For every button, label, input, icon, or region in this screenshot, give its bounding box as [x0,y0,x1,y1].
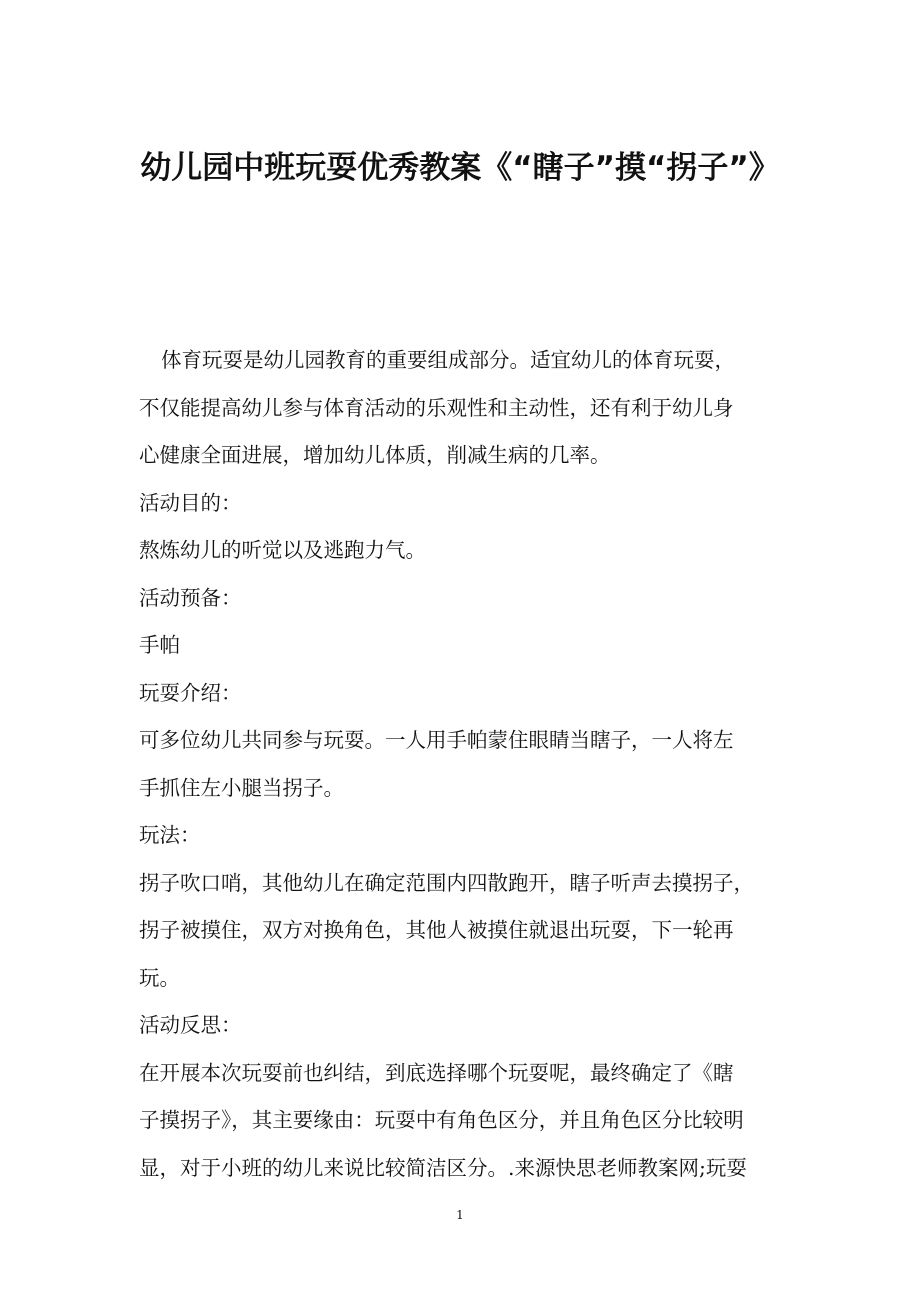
section-heading-reflection: 活动反思： [139,1013,242,1037]
paragraph-line: 可多位幼儿共同参与玩耍。一人用手帕蒙住眼睛当瞎子，一人将左 [139,728,734,752]
paragraph-line: 拐子被摸住，双方对换角色，其他人被摸住就退出玩耍，下一轮再 [139,918,734,942]
document-title: 幼儿园中班玩耍优秀教案《“瞎子”摸“拐子”》 [140,150,780,186]
paragraph-line: 在开展本次玩耍前也纠结，到底选择哪个玩耍呢，最终确定了《瞎 [139,1060,734,1085]
paragraph-line: 熬炼幼儿的听觉以及逃跑力气。 [139,538,426,562]
section-heading-rules: 玩法： [139,823,201,847]
section-heading-preparation: 活动预备： [139,585,242,610]
paragraph-line: 手帕 [139,633,180,657]
document-body [139,337,789,1192]
paragraph-line: 子摸拐子》，其主要缘由：玩耍中有角色区分，并且角色区分比较明 [139,1108,744,1132]
paragraph-line: 体育玩耍是幼儿园教育的重要组成部分。适宜幼儿的体育玩耍， [161,348,735,372]
section-heading-goal: 活动目的： [139,490,242,515]
paragraph-line: 显，对于小班的幼儿来说比较简洁区分。.来源快思老师教案网;玩耍 [139,1155,747,1180]
paragraph-line: 不仅能提高幼儿参与体育活动的乐观性和主动性，还有利于幼儿身 [139,395,734,420]
section-heading-introduction: 玩耍介绍： [139,680,242,705]
paragraph-line: 拐子吹口哨，其他幼儿在确定范围内四散跑开，瞎子听声去摸拐子， [139,870,754,895]
paragraph-line: 手抓住左小腿当拐子。 [139,775,344,800]
paragraph-line: 心健康全面进展，增加幼儿体质，削减生病的几率。 [139,443,611,467]
page-number: 1 [456,1208,464,1222]
paragraph-line: 玩。 [139,965,180,990]
